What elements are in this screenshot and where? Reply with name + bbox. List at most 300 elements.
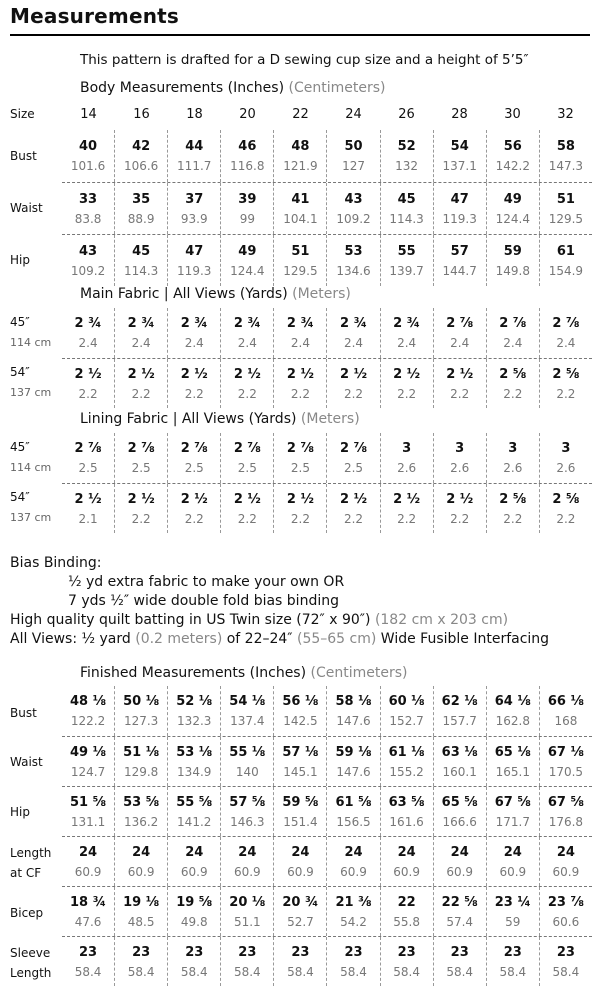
value-metric: 54.2 xyxy=(340,914,367,929)
value-imperial: 65 ⅛ xyxy=(494,744,531,760)
table-cell xyxy=(433,433,486,483)
value-metric: 2.5 xyxy=(290,461,310,475)
table-cell xyxy=(273,183,326,234)
value-metric: 58.4 xyxy=(180,964,208,979)
value-imperial: 54 ⅛ xyxy=(229,694,266,709)
value-metric: 2.2 xyxy=(450,511,470,526)
value-imperial: 2 ¾ xyxy=(74,316,102,331)
table-cell xyxy=(220,887,273,936)
value-metric: 60.9 xyxy=(552,864,580,879)
value-metric: 124.4 xyxy=(230,263,265,278)
value-imperial: 57 ⅛ xyxy=(282,744,319,760)
table-cell xyxy=(486,787,539,836)
value-imperial: 23 xyxy=(450,944,469,960)
value-metric: 2.2 xyxy=(184,386,204,401)
value-metric: 2.2 xyxy=(343,511,364,526)
value-imperial: 19 ⅝ xyxy=(176,894,213,910)
table-cell xyxy=(433,887,486,936)
value-imperial: 2 ½ xyxy=(180,491,208,507)
table-cell xyxy=(62,787,114,836)
value-metric: 151.4 xyxy=(283,814,318,829)
value-imperial: 23 xyxy=(185,944,204,960)
value-imperial: 23 xyxy=(556,944,575,960)
table-cell xyxy=(62,837,114,886)
value-imperial: 48 ⅛ xyxy=(70,694,107,709)
value-metric: 2.1 xyxy=(78,511,98,526)
table-cell xyxy=(273,130,326,182)
value-imperial: 2 ¾ xyxy=(393,316,421,331)
value-metric: 141.2 xyxy=(177,814,212,829)
table-cell xyxy=(380,787,433,836)
table-cell xyxy=(167,686,220,736)
value-imperial: 23 ⅞ xyxy=(547,894,584,910)
value-imperial: 61 ⅛ xyxy=(388,744,425,760)
table-row xyxy=(62,182,592,234)
value-imperial: 47 xyxy=(185,243,204,259)
value-metric: 101.6 xyxy=(70,159,106,173)
table-cell xyxy=(539,787,592,836)
value-imperial: 2 ½ xyxy=(233,491,261,507)
row-label-fin-bust: Bust xyxy=(10,706,37,720)
table-cell xyxy=(380,837,433,886)
table-row xyxy=(62,130,592,182)
table-cell xyxy=(326,359,379,408)
table-row xyxy=(62,886,592,936)
value-imperial: 20 ¾ xyxy=(282,894,319,910)
value-imperial: 2 ½ xyxy=(233,366,261,382)
row-label-45-lining: 45″ 114 cm xyxy=(10,440,52,474)
value-imperial: 2 ⅝ xyxy=(499,491,527,507)
table-cell xyxy=(433,484,486,533)
value-metric: 147.6 xyxy=(336,714,371,728)
intro-text: This pattern is drafted for a D sewing cup size and a height of 5’5″ xyxy=(80,52,529,68)
value-metric: 132 xyxy=(395,159,419,173)
table-cell xyxy=(167,887,220,936)
table-cell xyxy=(486,686,539,736)
value-imperial: 3 xyxy=(455,441,465,456)
value-metric: 162.8 xyxy=(495,714,530,728)
table-cell xyxy=(273,308,326,358)
value-imperial: 42 xyxy=(132,139,151,154)
value-metric: 144.7 xyxy=(442,263,477,278)
row-label-fin-hip: Hip xyxy=(10,805,30,819)
table-cell xyxy=(167,130,220,182)
value-metric: 2.6 xyxy=(450,461,470,475)
value-metric: 60.9 xyxy=(180,864,208,879)
table-cell xyxy=(539,887,592,936)
table-cell xyxy=(62,183,114,234)
row-label-fin-length: Length at CF xyxy=(10,846,52,880)
table-cell xyxy=(220,235,273,286)
table-cell xyxy=(220,484,273,533)
value-metric: 2.5 xyxy=(184,461,204,475)
table-cell xyxy=(114,359,167,408)
table-cell xyxy=(273,433,326,483)
value-imperial: 44 xyxy=(185,139,204,154)
value-imperial: 43 xyxy=(79,243,98,259)
table-cell xyxy=(539,484,592,533)
value-metric: 2.4 xyxy=(78,336,98,350)
table-row xyxy=(62,433,592,483)
value-imperial: 2 ⅞ xyxy=(446,316,474,331)
value-imperial: 66 ⅛ xyxy=(547,694,584,709)
value-imperial: 2 ¾ xyxy=(180,316,208,331)
value-imperial: 51 xyxy=(291,243,310,259)
value-metric: 109.2 xyxy=(336,211,371,226)
value-metric: 2.2 xyxy=(290,386,310,401)
table-cell xyxy=(220,183,273,234)
table-cell xyxy=(380,235,433,286)
main-fabric-heading: Main Fabric | All Views (Yards) (Meters) xyxy=(80,286,351,302)
table-cell xyxy=(539,686,592,736)
value-imperial: 23 ¼ xyxy=(494,894,531,910)
value-imperial: 55 ⅝ xyxy=(176,794,213,810)
value-imperial: 37 xyxy=(185,191,204,207)
value-metric: 60.9 xyxy=(340,864,367,879)
value-metric: 2.5 xyxy=(131,461,151,475)
value-imperial: 59 ⅛ xyxy=(335,744,372,760)
value-imperial: 39 xyxy=(238,191,257,207)
value-metric: 60.6 xyxy=(552,914,580,929)
size-header-cell: 22 xyxy=(292,107,309,122)
title-rule xyxy=(10,34,590,36)
value-metric: 2.2 xyxy=(397,386,417,401)
table-cell xyxy=(380,308,433,358)
value-metric: 57.4 xyxy=(446,914,474,929)
table-cell xyxy=(273,937,326,986)
value-metric: 60.9 xyxy=(127,864,155,879)
value-imperial: 51 xyxy=(556,191,575,207)
table-cell xyxy=(114,308,167,358)
value-metric: 99 xyxy=(239,211,255,226)
table-cell xyxy=(433,130,486,182)
value-imperial: 24 xyxy=(344,844,363,860)
value-metric: 2.2 xyxy=(503,386,523,401)
value-imperial: 52 xyxy=(397,139,416,154)
value-imperial: 40 xyxy=(79,139,98,154)
value-metric: 2.4 xyxy=(184,336,204,350)
value-imperial: 22 ⅝ xyxy=(441,894,478,910)
value-metric: 2.2 xyxy=(131,386,151,401)
value-imperial: 2 ½ xyxy=(446,491,474,507)
value-imperial: 2 ½ xyxy=(127,366,155,382)
value-imperial: 2 ½ xyxy=(127,491,155,507)
value-metric: 139.7 xyxy=(389,263,424,278)
value-metric: 2.2 xyxy=(397,511,417,526)
table-cell xyxy=(380,359,433,408)
table-cell xyxy=(62,887,114,936)
size-header-cell: 24 xyxy=(345,107,362,122)
value-metric: 83.8 xyxy=(74,211,102,226)
value-imperial: 23 xyxy=(397,944,416,960)
size-header-cell: 30 xyxy=(504,107,521,122)
value-metric: 161.6 xyxy=(389,814,424,829)
value-metric: 129.8 xyxy=(123,764,159,779)
value-metric: 52.7 xyxy=(287,914,314,929)
value-imperial: 57 ⅝ xyxy=(229,794,266,810)
table-cell xyxy=(433,837,486,886)
table-cell xyxy=(539,235,592,286)
table-cell xyxy=(326,183,379,234)
value-metric: 2.4 xyxy=(450,336,470,350)
table-cell xyxy=(486,308,539,358)
table-cell xyxy=(273,235,326,286)
body-measurements-table xyxy=(62,130,592,286)
value-imperial: 2 ⅞ xyxy=(233,441,261,456)
value-imperial: 58 xyxy=(556,139,575,154)
value-imperial: 64 ⅛ xyxy=(494,694,531,709)
value-metric: 147.3 xyxy=(548,159,584,173)
table-cell xyxy=(167,235,220,286)
value-imperial: 51 ⅛ xyxy=(123,744,160,760)
value-metric: 2.2 xyxy=(290,511,310,526)
value-metric: 168 xyxy=(554,714,578,728)
value-imperial: 63 ⅛ xyxy=(441,744,478,760)
table-cell xyxy=(114,887,167,936)
value-imperial: 35 xyxy=(132,191,151,207)
value-imperial: 46 xyxy=(238,139,257,154)
table-cell xyxy=(220,837,273,886)
table-cell xyxy=(167,183,220,234)
row-label-54: 54″ 137 cm xyxy=(10,365,52,399)
value-imperial: 2 ⅞ xyxy=(180,441,208,456)
size-header-cell: 32 xyxy=(557,107,574,122)
table-cell xyxy=(486,484,539,533)
row-label-waist: Waist xyxy=(10,201,43,215)
value-metric: 2.6 xyxy=(397,461,417,475)
value-imperial: 23 xyxy=(344,944,363,960)
value-metric: 88.9 xyxy=(127,211,155,226)
value-metric: 58.4 xyxy=(74,964,102,979)
value-imperial: 45 xyxy=(132,243,151,259)
value-metric: 127 xyxy=(342,159,365,173)
value-imperial: 24 xyxy=(291,844,310,860)
value-imperial: 56 xyxy=(503,139,522,154)
value-imperial: 24 xyxy=(238,844,257,860)
value-imperial: 59 ⅝ xyxy=(282,794,319,810)
value-imperial: 49 xyxy=(503,191,522,207)
value-imperial: 3 xyxy=(508,441,518,456)
batting-line: High quality quilt batting in US Twin size (72″ x 90″) (182 cm x 203 cm) xyxy=(10,612,509,628)
value-metric: 137.1 xyxy=(442,159,477,173)
table-cell xyxy=(62,308,114,358)
value-metric: 171.7 xyxy=(495,814,530,829)
table-cell xyxy=(326,887,379,936)
table-cell xyxy=(273,686,326,736)
value-metric: 132.3 xyxy=(177,714,212,728)
table-cell xyxy=(433,686,486,736)
value-metric: 122.2 xyxy=(70,714,106,728)
value-imperial: 60 ⅛ xyxy=(388,694,425,709)
value-metric: 60.9 xyxy=(446,864,474,879)
value-metric: 157.7 xyxy=(442,714,477,728)
value-metric: 149.8 xyxy=(495,263,530,278)
value-metric: 2.2 xyxy=(450,386,470,401)
table-cell xyxy=(326,787,379,836)
value-imperial: 67 ⅝ xyxy=(547,794,584,810)
value-imperial: 2 ½ xyxy=(340,366,368,382)
value-metric: 58.4 xyxy=(446,964,474,979)
value-imperial: 52 ⅛ xyxy=(176,694,213,709)
table-cell xyxy=(486,183,539,234)
table-cell xyxy=(326,484,379,533)
table-cell xyxy=(62,433,114,483)
table-cell xyxy=(167,359,220,408)
value-metric: 142.2 xyxy=(495,159,530,173)
value-metric: 2.4 xyxy=(343,336,364,350)
row-label-fin-bicep: Bicep xyxy=(10,906,44,920)
value-imperial: 51 ⅝ xyxy=(70,794,107,810)
table-cell xyxy=(326,433,379,483)
value-metric: 2.2 xyxy=(237,386,257,401)
lining-fabric-heading: Lining Fabric | All Views (Yards) (Meters) xyxy=(80,411,360,427)
table-cell xyxy=(539,837,592,886)
table-cell xyxy=(167,787,220,836)
value-imperial: 61 ⅝ xyxy=(335,794,372,810)
table-row xyxy=(62,936,592,986)
table-cell xyxy=(220,433,273,483)
table-cell xyxy=(539,937,592,986)
value-imperial: 2 ⅞ xyxy=(74,441,102,456)
value-metric: 2.2 xyxy=(237,511,257,526)
table-cell xyxy=(326,737,379,786)
value-metric: 131.1 xyxy=(70,814,106,829)
value-imperial: 23 xyxy=(291,944,310,960)
value-imperial: 2 ⅞ xyxy=(340,441,368,456)
value-imperial: 54 xyxy=(450,139,469,154)
lining-fabric-table xyxy=(62,433,592,533)
table-cell xyxy=(433,235,486,286)
table-cell xyxy=(380,937,433,986)
value-metric: 48.5 xyxy=(127,914,155,929)
value-metric: 127.3 xyxy=(123,714,159,728)
table-cell xyxy=(380,433,433,483)
table-cell xyxy=(486,130,539,182)
value-metric: 2.6 xyxy=(503,461,523,475)
table-cell xyxy=(114,787,167,836)
value-imperial: 2 ¾ xyxy=(127,316,155,331)
table-cell xyxy=(114,937,167,986)
value-metric: 60.9 xyxy=(393,864,420,879)
table-cell xyxy=(273,737,326,786)
table-cell xyxy=(114,484,167,533)
notions-list xyxy=(10,554,549,649)
value-imperial: 2 ½ xyxy=(393,366,421,382)
value-imperial: 2 ⅝ xyxy=(499,366,527,382)
table-cell xyxy=(62,686,114,736)
table-cell xyxy=(326,308,379,358)
size-header-cell: 26 xyxy=(398,107,415,122)
value-imperial: 50 ⅛ xyxy=(123,694,160,709)
row-label-fin-waist: Waist xyxy=(10,755,43,769)
table-row xyxy=(62,786,592,836)
value-metric: 154.9 xyxy=(548,263,584,278)
value-imperial: 2 ⅞ xyxy=(286,441,314,456)
value-metric: 124.7 xyxy=(70,764,106,779)
value-metric: 134.6 xyxy=(336,263,371,278)
value-metric: 2.4 xyxy=(397,336,417,350)
table-row xyxy=(62,358,592,408)
size-label: Size xyxy=(10,107,35,121)
table-cell xyxy=(167,433,220,483)
value-metric: 47.6 xyxy=(74,914,102,929)
value-imperial: 33 xyxy=(79,191,98,207)
value-metric: 51.1 xyxy=(233,914,261,929)
value-metric: 49.8 xyxy=(180,914,208,929)
value-imperial: 55 ⅛ xyxy=(229,744,266,760)
value-metric: 160.1 xyxy=(442,764,477,779)
value-imperial: 21 ⅜ xyxy=(335,894,372,910)
table-cell xyxy=(114,130,167,182)
value-imperial: 53 xyxy=(344,243,363,259)
value-imperial: 57 xyxy=(450,243,469,259)
table-cell xyxy=(62,235,114,286)
table-row xyxy=(62,736,592,786)
table-cell xyxy=(433,937,486,986)
value-metric: 2.2 xyxy=(78,386,98,401)
table-cell xyxy=(62,737,114,786)
table-cell xyxy=(380,484,433,533)
value-imperial: 2 ⅞ xyxy=(127,441,155,456)
value-imperial: 20 ⅛ xyxy=(229,894,266,910)
value-metric: 2.5 xyxy=(78,461,98,475)
table-row xyxy=(62,483,592,533)
value-imperial: 2 ½ xyxy=(74,366,102,382)
value-metric: 59 xyxy=(505,914,521,929)
value-metric: 2.4 xyxy=(503,336,523,350)
value-metric: 2.2 xyxy=(131,511,151,526)
table-cell xyxy=(114,183,167,234)
value-metric: 58.4 xyxy=(287,964,314,979)
row-label-bust: Bust xyxy=(10,149,37,163)
table-cell xyxy=(273,787,326,836)
value-metric: 111.7 xyxy=(177,159,212,173)
table-cell xyxy=(539,130,592,182)
table-cell xyxy=(167,837,220,886)
value-metric: 121.9 xyxy=(283,159,318,173)
size-header-cell: 18 xyxy=(186,107,203,122)
value-metric: 2.2 xyxy=(556,511,576,526)
value-metric: 166.6 xyxy=(442,814,477,829)
table-cell xyxy=(326,235,379,286)
size-header-cell: 14 xyxy=(80,107,97,122)
value-imperial: 24 xyxy=(450,844,469,860)
table-cell xyxy=(273,887,326,936)
value-imperial: 2 ¾ xyxy=(233,316,261,331)
table-cell xyxy=(167,937,220,986)
table-cell xyxy=(114,686,167,736)
table-cell xyxy=(167,308,220,358)
value-metric: 146.3 xyxy=(230,814,265,829)
value-imperial: 2 ⅞ xyxy=(499,316,527,331)
value-metric: 58.4 xyxy=(552,964,580,979)
value-imperial: 63 ⅝ xyxy=(388,794,425,810)
value-metric: 156.5 xyxy=(336,814,371,829)
value-metric: 114.3 xyxy=(389,211,424,226)
size-header-cell: 16 xyxy=(133,107,150,122)
value-imperial: 2 ½ xyxy=(180,366,208,382)
value-metric: 129.5 xyxy=(283,263,318,278)
table-cell xyxy=(539,359,592,408)
table-cell xyxy=(220,130,273,182)
value-imperial: 67 ⅝ xyxy=(494,794,531,810)
value-metric: 147.6 xyxy=(336,764,371,779)
table-cell xyxy=(273,359,326,408)
table-cell xyxy=(380,183,433,234)
value-metric: 58.4 xyxy=(340,964,367,979)
value-imperial: 2 ½ xyxy=(74,491,102,507)
value-imperial: 58 ⅛ xyxy=(335,694,372,709)
